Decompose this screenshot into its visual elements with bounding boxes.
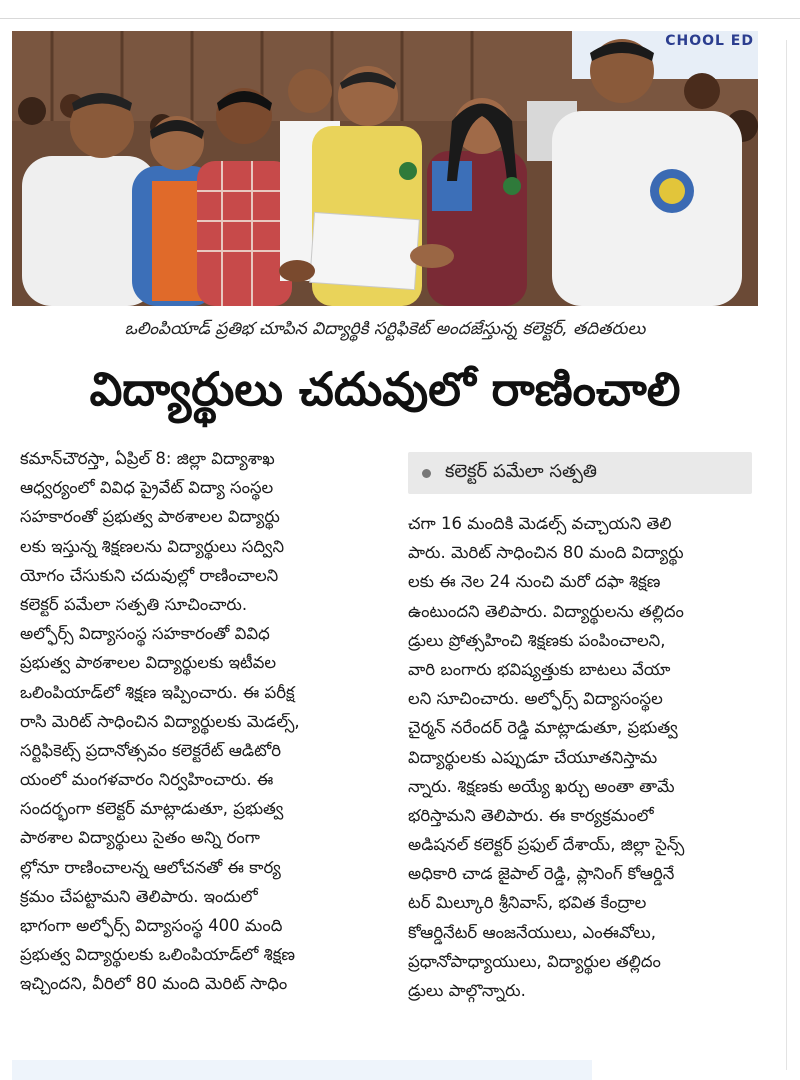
text-line: టర్ మిల్కూరి శ్రీనివాస్, భవిత కేంద్రాల xyxy=(408,893,647,913)
news-photo xyxy=(12,31,758,306)
text-line: అధికారి చాడ జైపాల్ రెడ్డి, ప్లానింగ్ కోఆర్డినే xyxy=(408,864,675,884)
text-line: ఆధ్వర్యంలో వివిధ ప్రైవేట్ విద్యా సంస్థల xyxy=(20,478,274,498)
text-line: వారి బంగారు భవిష్యత్తుకు బాటలు వేయా xyxy=(408,659,671,679)
text-line: లకు ఇస్తున్న శిక్షణలను విద్యార్థులు సద్విని xyxy=(20,536,285,556)
banner-text: CHOOL ED xyxy=(665,33,754,49)
photo-illustration xyxy=(12,31,758,306)
text-line: సర్టిఫికెట్స్ ప్రదానోత్సవం కలెక్టరేట్ ఆడిటోరి xyxy=(20,740,282,760)
article-left-column xyxy=(20,444,396,999)
text-line: పాఠశాల విద్యార్థులు సైతం అన్ని రంగా xyxy=(20,828,260,848)
text-line: కమాన్‌చౌరస్తా, ఏప్రిల్ 8: జిల్లా విద్యాశాఖ xyxy=(20,449,275,468)
text-line: లని సూచించారు. అల్ఫోర్స్ విద్యాసంస్థల xyxy=(408,689,663,709)
text-line: సందర్భంగా కలెక్టర్ మాట్లాడుతూ, ప్రభుత్వ xyxy=(20,799,284,819)
text-line: రాసి మెరిట్ సాధించిన విద్యార్థులకు మెడల్స్, xyxy=(20,711,300,731)
text-line: క్రమం చేపట్టామని తెలిపారు. ఇందులో xyxy=(20,886,258,906)
text-line: అల్ఫోర్స్ విద్యాసంస్థ సహకారంతో వివిధ xyxy=(20,624,270,644)
text-line: ఒలింపియాడ్‌లో శిక్షణ ఇప్పించారు. ఈ పరీక్ష xyxy=(20,682,295,702)
text-line: చైర్మన్ నరేందర్ రెడ్డి మాట్లాడుతూ, ప్రభుత్వ xyxy=(408,718,678,738)
subheading-text: కలెక్టర్ పమేలా సత్పతి xyxy=(445,460,598,482)
right-rule xyxy=(786,40,787,1070)
top-rule xyxy=(0,18,800,19)
bullet-icon xyxy=(422,469,431,478)
text-line: అడిషనల్ కలెక్టర్ ప్రఫుల్ దేశాయ్, జిల్లా సైన్స్ xyxy=(408,835,685,855)
photo-caption: ఒలింపియాడ్ ప్రతిభ చూపిన విద్యార్థికి సర్టిఫికెట్ అందజేస్తున్న కలెక్టర్, తదితరులు xyxy=(124,319,646,339)
text-line: ల్లోనూ రాణించాలన్న ఆలోచనతో ఈ కార్య xyxy=(20,857,281,877)
text-line: విద్యార్థులకు ఎప్పుడూ చేయూతనిస్తామ xyxy=(408,747,658,767)
text-line: భరిస్తామని తెలిపారు. ఈ కార్యక్రమంలో xyxy=(408,805,654,825)
text-line: ప్రభుత్వ పాఠశాలల విద్యార్థులకు ఇటీవల xyxy=(20,653,277,673)
article-right-column xyxy=(408,509,760,1005)
text-line: పారు. మెరిట్ సాధించిన 80 మంది విద్యార్థు xyxy=(408,543,684,563)
text-line: చగా 16 మందికి మెడల్స్ వచ్చాయని తెలి xyxy=(408,514,672,533)
text-line: లకు ఈ నెల 24 నుంచి మరో దఫా శిక్షణ xyxy=(408,572,661,592)
text-line: సహకారంతో ప్రభుత్వ పాఠశాలల విద్యార్థు xyxy=(20,507,280,527)
text-line: యోగం చేసుకుని చదువుల్లో రాణించాలని xyxy=(20,565,279,585)
text-line: న్నారు. శిక్షణకు అయ్యే ఖర్చు అంతా తామే xyxy=(408,776,675,796)
text-line: డ్రులు ప్రోత్సహించి శిక్షణకు పంపించాలని, xyxy=(408,630,666,650)
headline: విద్యార్థులు చదువులో రాణించాలి xyxy=(89,362,681,416)
bottom-strip xyxy=(12,1060,592,1080)
subheading-box xyxy=(408,452,752,494)
text-line: కలెక్టర్ పమేలా సత్పతి సూచించారు. xyxy=(20,594,248,614)
text-line: కోఆర్డినేటర్ ఆంజనేయులు, ఎంఈవోలు, xyxy=(408,922,657,942)
text-line: ప్రభుత్వ విద్యార్థులకు ఒలింపియాడ్‌లో శిక్షణ xyxy=(20,945,295,965)
text-line: ఇచ్చిందని, వీరిలో 80 మంది మెరిట్ సాధిం xyxy=(20,974,288,994)
text-line: ఉంటుందని తెలిపారు. విద్యార్థులను తల్లిదం xyxy=(408,601,684,621)
text-line: డ్రులు పాల్గొన్నారు. xyxy=(408,981,526,1000)
text-line: ప్రధానోపాధ్యాయులు, విద్యార్థుల తల్లిదం xyxy=(408,951,661,971)
text-line: భాగంగా అల్ఫోర్స్ విద్యాసంస్థ 400 మంది xyxy=(20,916,283,935)
text-line: యంలో మంగళవారం నిర్వహించారు. ఈ xyxy=(20,770,274,790)
